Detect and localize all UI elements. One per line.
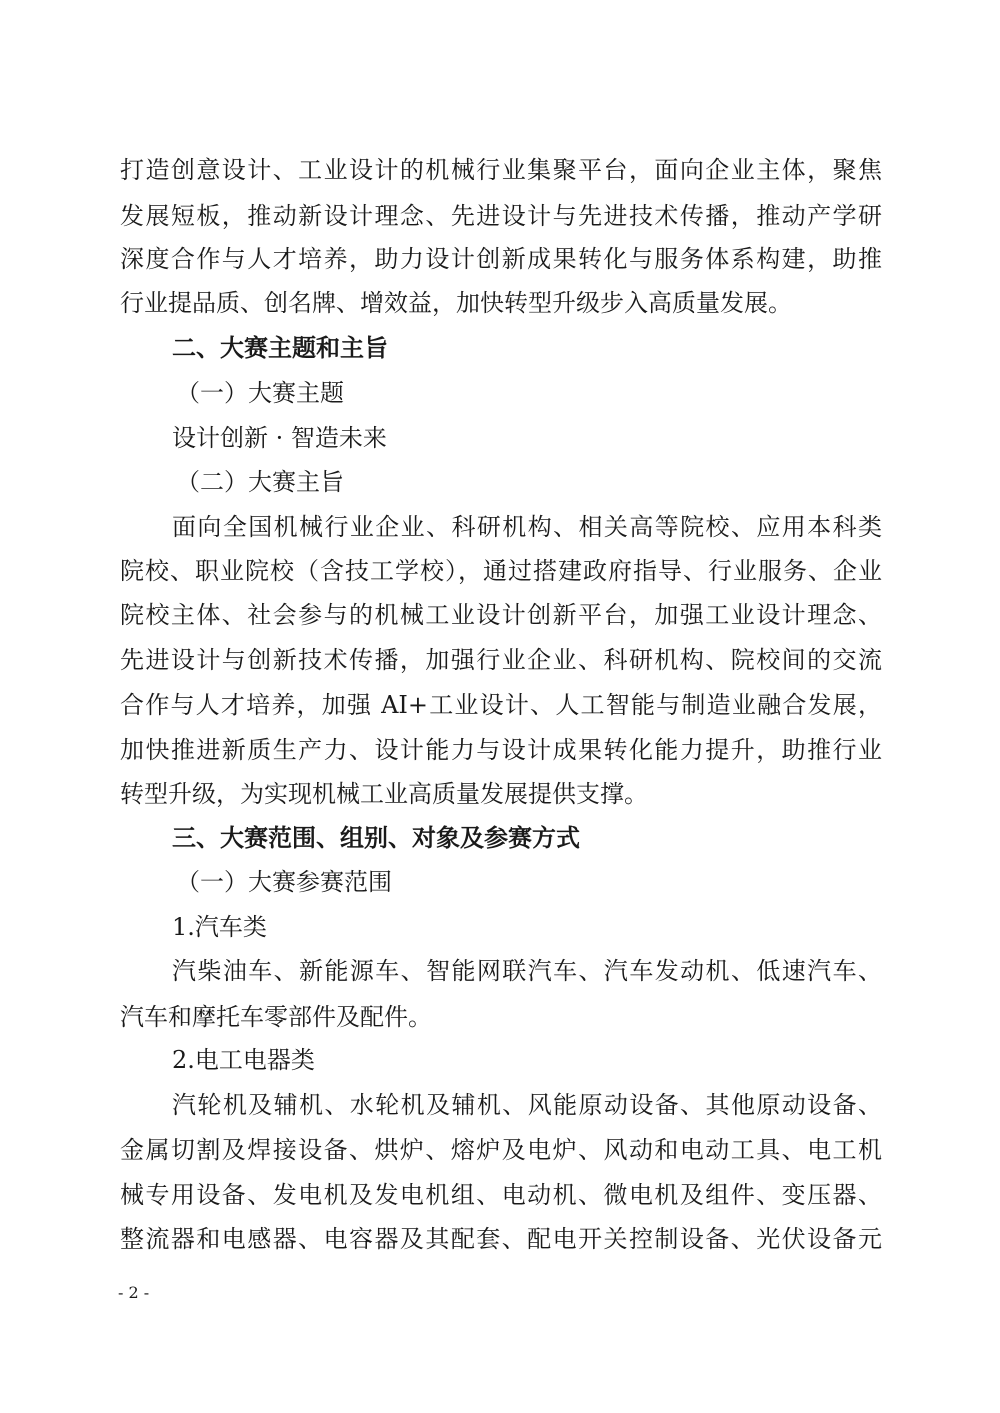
body-text-line: 合作与人才培养，加强 AI+工业设计、人工智能与制造业融合发展， [120,691,882,719]
body-text-line: 打造创意设计、工业设计的机械行业集聚平台，面向企业主体，聚焦 [120,156,882,184]
subsection-heading: （二）大赛主旨 [176,468,344,496]
body-text-line: 发展短板，推动新设计理念、先进设计与先进技术传播，推动产学研 [120,202,882,230]
body-text-line: 汽轮机及辅机、水轮机及辅机、风能原动设备、其他原动设备、 [172,1091,882,1119]
body-text-line: 整流器和电感器、电容器及其配套、配电开关控制设备、光伏设备元 [120,1225,882,1253]
subsection-heading: （一）大赛主题 [176,379,344,407]
section-heading-3: 三、大赛范围、组别、对象及参赛方式 [172,824,580,852]
body-text-line: 院校主体、社会参与的机械工业设计创新平台，加强工业设计理念、 [120,601,882,629]
body-text-line: 深度合作与人才培养，助力设计创新成果转化与服务体系构建，助推 [120,245,882,273]
body-text-line: 械专用设备、发电机及发电机组、电动机、微电机及组件、变压器、 [120,1181,882,1209]
section-heading-2: 二、大赛主题和主旨 [172,334,388,362]
body-text-line: 设计创新 · 智造未来 [172,424,387,452]
body-text-line: 汽车和摩托车零部件及配件。 [120,1003,432,1031]
subsection-heading: （一）大赛参赛范围 [176,868,392,896]
body-text-line: 加快推进新质生产力、设计能力与设计成果转化能力提升，助推行业 [120,736,882,764]
body-text-line: 汽柴油车、新能源车、智能网联汽车、汽车发动机、低速汽车、 [172,957,882,985]
body-text-line: 面向全国机械行业企业、科研机构、相关高等院校、应用本科类 [172,513,882,541]
list-item-heading: 2.电工电器类 [172,1046,315,1074]
list-item-heading: 1.汽车类 [172,913,267,941]
body-text-line: 转型升级，为实现机械工业高质量发展提供支撑。 [120,780,648,808]
page-number: - 2 - [118,1283,150,1302]
body-text-line: 先进设计与创新技术传播，加强行业企业、科研机构、院校间的交流 [120,646,882,674]
body-text-line: 行业提品质、创名牌、增效益，加快转型升级步入高质量发展。 [120,289,792,317]
body-text-line: 院校、职业院校（含技工学校），通过搭建政府指导、行业服务、企业 [120,557,882,585]
body-text-line: 金属切割及焊接设备、烘炉、熔炉及电炉、风动和电动工具、电工机 [120,1136,882,1164]
